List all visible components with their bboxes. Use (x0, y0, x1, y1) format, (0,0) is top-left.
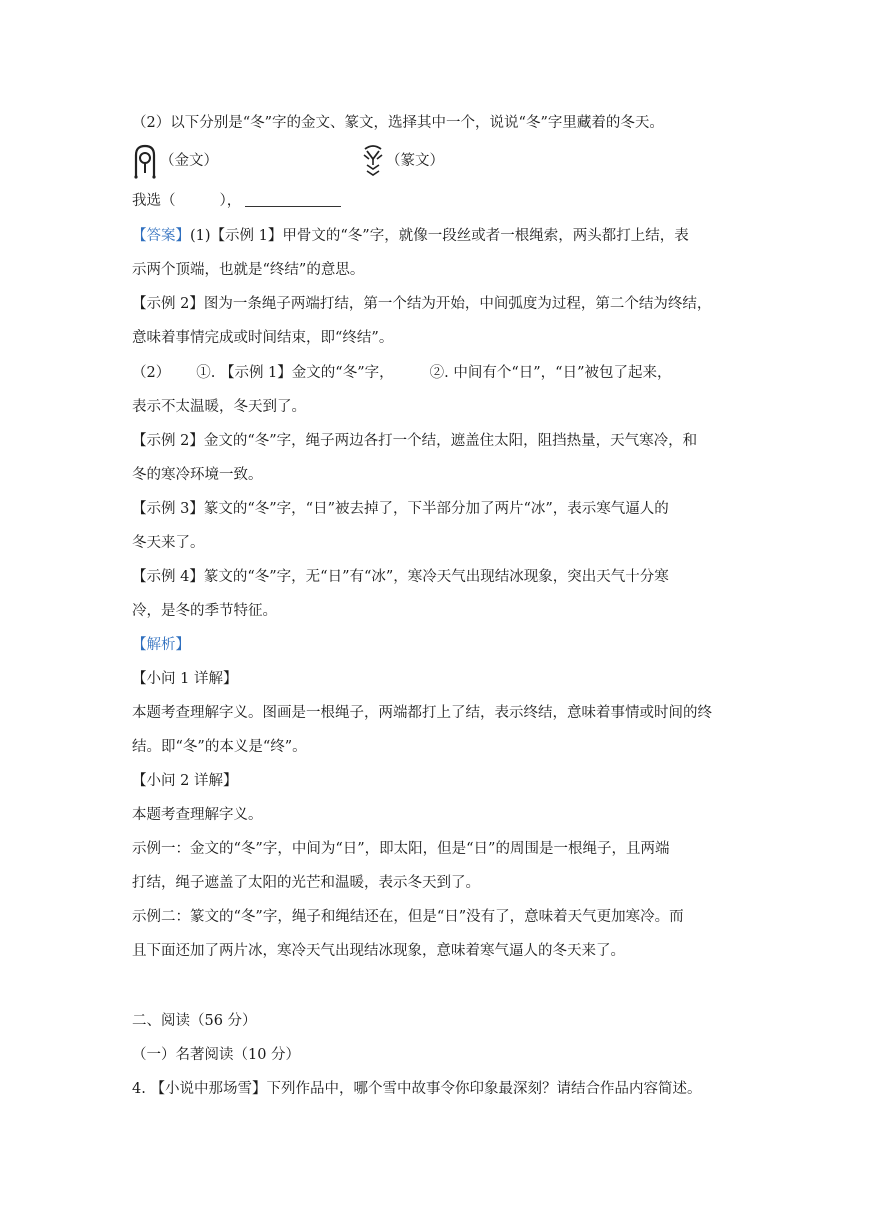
zhuanwen-label: （篆文） (386, 153, 444, 169)
jinwen-label: （金文） (160, 153, 218, 169)
analysis-heading-1: 【小问 1 详解】 (132, 671, 238, 687)
question-4: 4. 【小说中那场雪】下列作品中，哪个雪中故事令你印象最深刻？请结合作品内容简述。 (132, 1081, 702, 1097)
answer-line-4: 意味着事情完成或时间结束，即“终结”。 (132, 330, 394, 346)
analysis-heading-2: 【小问 2 详解】 (132, 773, 238, 789)
answer-blank-2: ②. 中间有个“日”，“日”被包了起来， (429, 365, 672, 381)
analysis-para-3a: 示例一：金文的“冬”字，中间为“日”，即太阳，但是“日”的周围是一根绳子，且两端 (132, 841, 670, 857)
answer-line-6: 表示不太温暖，冬天到了。 (132, 399, 306, 415)
answer-line-7: 【示例 2】金文的“冬”字，绳子两边各打一个结，遮盖住太阳，阻挡热量，天气寒冷，和 (132, 433, 698, 449)
answer-sub-number: （2） (132, 365, 171, 381)
choice-prefix: 我选（ (132, 193, 176, 209)
answer-blank-1: ①. 【示例 1】金文的“冬”字， (196, 365, 394, 381)
analysis-para-2: 本题考查理解字义。 (132, 807, 263, 823)
answer-line-8: 冬的寒冷环境一致。 (132, 467, 263, 483)
analysis-para-4b: 且下面还加了两片冰，寒冷天气出现结冰现象，意味着寒气逼人的冬天来了。 (132, 943, 625, 959)
answer-line-10: 冬天来了。 (132, 535, 205, 551)
answer-tag: 【答案】 (132, 228, 190, 244)
answer-line-9: 【示例 3】篆文的“冬”字，“日”被去掉了，下半部分加了两片“冰”，表示寒气逼人的 (132, 501, 669, 517)
answer-line-3: 【示例 2】图为一条绳子两端打结，第一个结为开始，中间弧度为过程，第二个结为终结， (132, 296, 712, 312)
subsection-heading: （一）名著阅读（10 分） (132, 1047, 301, 1063)
choice-suffix: ）， (219, 193, 242, 209)
analysis-para-3b: 打结，绳子遮盖了太阳的光芒和温暖，表示冬天到了。 (132, 875, 480, 891)
jinwen-dong-glyph (132, 143, 158, 179)
answer-blank-line (245, 192, 341, 207)
question-2-prompt: （2）以下分别是“冬”字的金文、篆文，选择其中一个，说说“冬”字里藏着的冬天。 (132, 115, 664, 131)
answer-line-2: 示两个顶端，也就是“终结”的意思。 (132, 262, 365, 278)
analysis-tag: 【解析】 (132, 637, 190, 653)
answer-line-11: 【示例 4】篆文的“冬”字，无“日”有“冰”，寒冷天气出现结冰现象，突出天气十分寒 (132, 569, 669, 585)
zhuanwen-dong-glyph (361, 143, 385, 179)
answer-line-1 (132, 225, 740, 247)
analysis-para-1b: 结。即“冬”的本义是“终”。 (132, 739, 307, 755)
choice-line (132, 190, 740, 212)
analysis-para-4a: 示例二：篆文的“冬”字，绳子和绳结还在，但是“日”没有了，意味着天气更加寒冷。而 (132, 909, 684, 925)
answer-line-12: 冷，是冬的季节特征。 (132, 603, 277, 619)
analysis-para-1a: 本题考查理解字义。图画是一根绳子，两端都打上了结，表示终结，意味着事情或时间的终 (132, 705, 712, 721)
answer-line-5 (132, 362, 740, 384)
section-heading: 二、阅读（56 分） (132, 1013, 257, 1029)
answer-text: (1)【示例 1】甲骨文的“冬”字，就像一段丝或者一根绳索，两头都打上结，表 (190, 228, 689, 244)
